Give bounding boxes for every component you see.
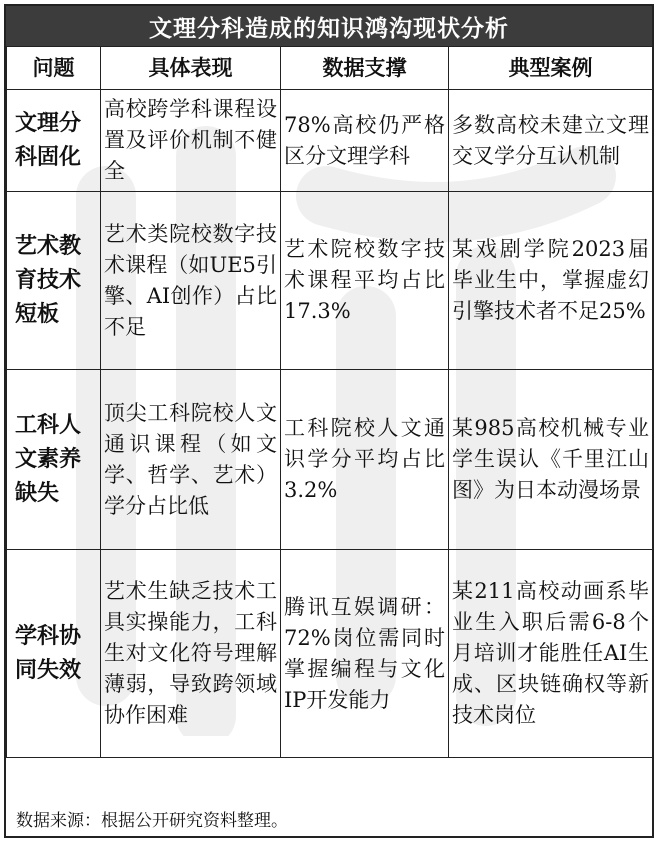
case-cell: 某戏剧学院2023届毕业生中，掌握虚幻引擎技术者不足25% [449, 192, 653, 370]
problem-cell: 文理分科固化 [7, 90, 101, 192]
problem-cell: 工科人文素养缺失 [7, 370, 101, 550]
manifestation-cell: 顶尖工科院校人文通识课程（如文学、哲学、艺术）学分占比低 [101, 370, 281, 550]
manifestation-cell: 艺术类院校数字技术课程（如UE5引擎、AI创作）占比不足 [101, 192, 281, 370]
analysis-table [6, 46, 653, 758]
data-cell: 工科院校人文通识学分平均占比3.2% [281, 370, 449, 550]
case-cell: 多数高校未建立文理交叉学分互认机制 [449, 90, 653, 192]
manifestation-cell: 高校跨学科课程设置及评价机制不健全 [101, 90, 281, 192]
case-cell: 某985高校机械专业学生误认《千里江山图》为日本动漫场景 [449, 370, 653, 550]
table-row [7, 192, 653, 370]
header-problem: 问题 [7, 47, 101, 90]
problem-cell: 艺术教育技术短板 [7, 192, 101, 370]
table-row [7, 370, 653, 550]
table-row [7, 550, 653, 758]
data-cell: 腾讯互娱调研：72%岗位需同时掌握编程与文化IP开发能力 [281, 550, 449, 758]
header-row [7, 47, 653, 90]
data-cell: 78%高校仍严格区分文理学科 [281, 90, 449, 192]
data-cell: 艺术院校数字技术课程平均占比17.3% [281, 192, 449, 370]
source-note: 数据来源：根据公开研究资料整理。 [16, 810, 288, 831]
manifestation-cell: 艺术生缺乏技术工具实操能力，工科生对文化符号理解薄弱，导致跨领域协作困难 [101, 550, 281, 758]
problem-cell: 学科协同失效 [7, 550, 101, 758]
case-cell: 某211高校动画系毕业生入职后需6-8个月培训才能胜任AI生成、区块链确权等新技术岗位 [449, 550, 653, 758]
header-case: 典型案例 [449, 47, 653, 90]
table-frame [4, 4, 654, 838]
table-row [7, 90, 653, 192]
table-title: 文理分科造成的知识鸿沟现状分析 [6, 6, 652, 46]
header-manifestation: 具体表现 [101, 47, 281, 90]
header-data: 数据支撑 [281, 47, 449, 90]
